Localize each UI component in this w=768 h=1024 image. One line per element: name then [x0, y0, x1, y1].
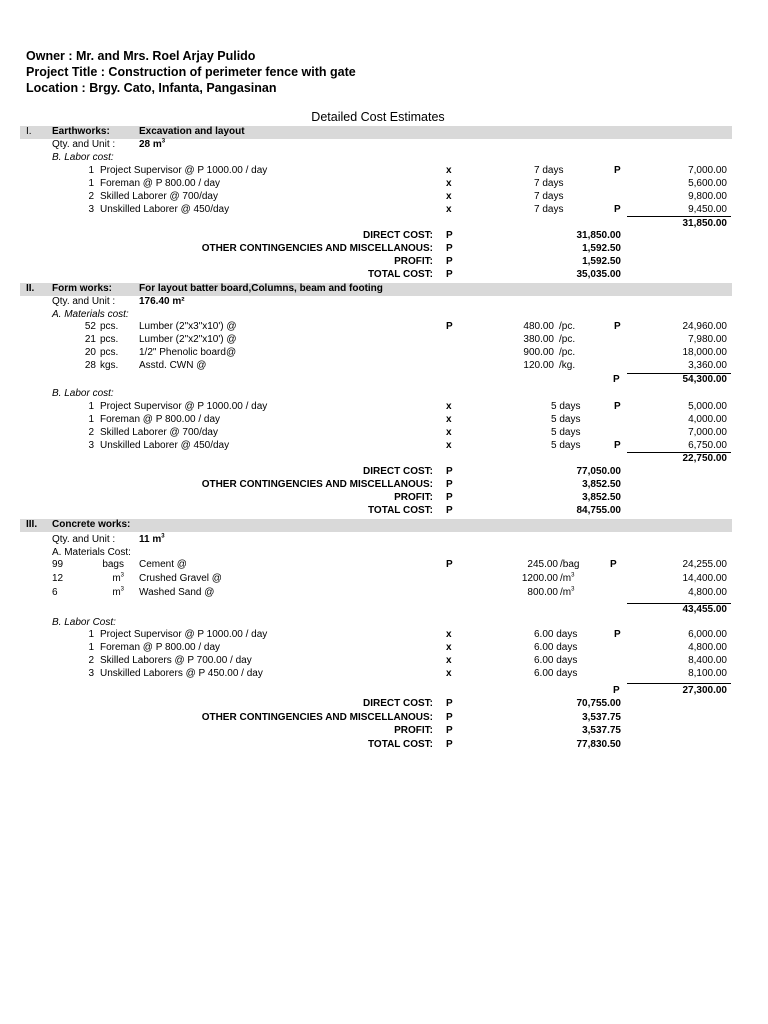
- material-qty: 28: [84, 360, 96, 371]
- material-price-unit: /pc.: [559, 321, 576, 332]
- labor-times-sign: x: [446, 204, 452, 215]
- section-2-name: Form works:: [52, 283, 113, 294]
- labor-amount: 7,000.00: [688, 427, 727, 438]
- material-qty: 12: [52, 573, 64, 584]
- labor-times-sign: x: [446, 642, 452, 653]
- section-3-qty-label: Qty. and Unit :: [52, 534, 116, 545]
- material-unit-price: 900.00: [523, 347, 554, 358]
- section-2-qty-value: 176.40 m²: [139, 296, 185, 307]
- section-1-qty-label: Qty. and Unit :: [52, 139, 116, 150]
- summary-amount: 84,755.00: [576, 505, 621, 516]
- labor-qty: 2: [88, 655, 94, 666]
- summary-label: DIRECT COST:: [363, 698, 433, 709]
- labor-times-sign: x: [446, 629, 452, 640]
- labor-description: Skilled Laborer @ 700/day: [100, 191, 218, 202]
- summary-label: PROFIT:: [394, 256, 433, 267]
- labor-duration: 7 days: [534, 204, 564, 215]
- summary-currency: P: [446, 711, 453, 723]
- summary-amount: 70,755.00: [576, 698, 621, 709]
- labor-amount: 6,000.00: [688, 629, 727, 640]
- section-1-labor-label: B. Labor cost:: [52, 152, 114, 163]
- labor-description: Skilled Laborer @ 700/day: [100, 427, 218, 438]
- labor-duration: 7 days: [534, 165, 564, 176]
- summary-label: PROFIT:: [394, 492, 433, 503]
- section-2-description: For layout batter board,Columns, beam and footing: [139, 283, 383, 294]
- section-1-qty-value: 28 $m^3$: [139, 138, 166, 150]
- material-qty: 52: [84, 321, 96, 332]
- summary-currency: P: [446, 698, 453, 709]
- section-3-labor-subtotal-currency: P: [613, 685, 620, 696]
- material-unit-price: 380.00: [523, 334, 554, 345]
- labor-description: Foreman @ P 800.00 / day: [100, 178, 221, 189]
- labor-duration: 5 days: [551, 401, 581, 412]
- section-2-materials-subtotal: 54,300.00: [682, 374, 727, 385]
- section-2-materials-subtotal-currency: P: [613, 374, 620, 385]
- summary-label: PROFIT:: [394, 725, 433, 736]
- labor-duration: 6.00 days: [534, 668, 578, 679]
- summary-amount: 31,850.00: [576, 230, 621, 241]
- material-amount: 24,960.00: [682, 321, 727, 332]
- material-amount: 18,000.00: [682, 347, 727, 358]
- labor-duration: 6.00 days: [534, 655, 578, 666]
- labor-qty: 1: [88, 642, 94, 653]
- project-title-line: Project Title : Construction of perimeter fence with gate: [26, 65, 356, 79]
- section-3-labor-label: B. Labor Cost:: [52, 617, 116, 628]
- labor-times-sign: x: [446, 655, 452, 666]
- labor-description: Unskilled Laborer @ 450/day: [100, 204, 230, 215]
- labor-qty: 1: [88, 178, 94, 189]
- section-3-qty-value: 11 $m^3$: [139, 533, 165, 545]
- section-1-name: Earthworks:: [52, 126, 110, 137]
- summary-currency: P: [446, 256, 453, 267]
- labor-qty: 2: [88, 191, 94, 202]
- summary-label: OTHER CONTINGENCIES AND MISCELLANOUS:: [201, 711, 433, 723]
- material-amount: 24,255.00: [682, 559, 727, 570]
- section-3-name: Concrete works:: [52, 519, 131, 530]
- summary-label: TOTAL COST:: [368, 505, 433, 516]
- labor-times-sign: x: [446, 440, 452, 451]
- labor-duration: 5 days: [551, 414, 581, 425]
- labor-qty: 1: [88, 165, 94, 176]
- material-unit-price: 1200.00: [521, 573, 558, 584]
- labor-qty: 1: [88, 401, 94, 412]
- material-amount-currency: P: [614, 321, 621, 332]
- labor-times-sign: x: [446, 668, 452, 679]
- labor-amount: 8,400.00: [688, 655, 727, 666]
- material-qty: 6: [52, 587, 58, 598]
- labor-currency: P: [614, 204, 621, 215]
- section-1-labor-subtotal: 31,850.00: [682, 218, 727, 229]
- document-title: Detailed Cost Estimates: [311, 110, 445, 124]
- labor-currency: P: [614, 440, 621, 451]
- labor-amount: 9,800.00: [688, 191, 727, 202]
- labor-amount: 7,000.00: [688, 165, 727, 176]
- material-qty: 21: [84, 334, 96, 345]
- summary-amount: 77,830.50: [576, 738, 621, 750]
- summary-currency: P: [446, 466, 453, 477]
- material-description: Lumber (2"x3"x10') @: [139, 321, 237, 332]
- material-price-unit: /pc.: [559, 347, 576, 358]
- labor-currency: P: [614, 401, 621, 412]
- labor-description: Unskilled Laborer @ 450/day: [100, 440, 230, 451]
- material-currency: P: [446, 559, 453, 570]
- material-unit: kgs.: [100, 360, 119, 371]
- section-2-labor-label: B. Labor cost:: [52, 388, 114, 399]
- section-3-materials-subtotal: 43,455.00: [682, 604, 727, 615]
- summary-label: TOTAL COST:: [368, 269, 433, 280]
- material-price-unit: /kg.: [559, 360, 576, 371]
- summary-currency: P: [446, 492, 453, 503]
- labor-amount: 9,450.00: [688, 204, 727, 215]
- summary-currency: P: [446, 230, 453, 241]
- section-3-materials-label: A. Materials Cost:: [52, 547, 131, 558]
- summary-label: OTHER CONTINGENCIES AND MISCELLANOUS:: [201, 243, 433, 254]
- labor-description: Project Supervisor @ P 1000.00 / day: [100, 629, 268, 640]
- material-description: Crushed Gravel @: [139, 573, 222, 584]
- material-description: Cement @: [139, 559, 187, 570]
- material-price-unit: $/m^3$: [560, 572, 575, 584]
- labor-amount: 8,100.00: [688, 668, 727, 679]
- summary-label: DIRECT COST:: [363, 466, 433, 477]
- material-unit-price: 800.00: [527, 587, 558, 598]
- material-unit: bags: [102, 559, 124, 570]
- material-unit: pcs.: [100, 321, 119, 332]
- labor-amount: 5,600.00: [688, 178, 727, 189]
- labor-description: Unskilled Laborers @ P 450.00 / day: [100, 668, 263, 679]
- labor-description: Project Supervisor @ P 1000.00 / day: [100, 401, 268, 412]
- section-3-labor-subtotal: 27,300.00: [682, 685, 727, 696]
- material-unit-price: 120.00: [523, 360, 554, 371]
- summary-currency: P: [446, 505, 453, 516]
- labor-amount: 4,000.00: [688, 414, 727, 425]
- section-1-header-band: [20, 126, 732, 139]
- summary-amount: 3,537.75: [582, 711, 621, 723]
- material-amount: 14,400.00: [682, 573, 727, 584]
- summary-label: TOTAL COST:: [368, 738, 433, 750]
- material-amount: 4,800.00: [688, 587, 727, 598]
- section-1-labor-subtotal-rule: [627, 216, 731, 217]
- labor-duration: 5 days: [551, 427, 581, 438]
- labor-description: Foreman @ P 800.00 / day: [100, 414, 221, 425]
- labor-currency: P: [614, 629, 621, 640]
- section-1-numeral: I.: [26, 126, 32, 137]
- labor-amount: 5,000.00: [688, 401, 727, 412]
- owner-line: Owner : Mr. and Mrs. Roel Arjay Pulido: [26, 49, 256, 63]
- material-description: 1/2" Phenolic board@: [139, 347, 237, 358]
- section-3-labor-subtotal-rule: [627, 683, 731, 684]
- material-unit-price: 245.00: [527, 559, 558, 570]
- summary-amount: 3,852.50: [582, 479, 621, 490]
- labor-qty: 3: [88, 668, 94, 679]
- material-unit: pcs.: [100, 334, 119, 345]
- section-2-labor-subtotal: 22,750.00: [682, 453, 727, 464]
- labor-amount: 6,750.00: [688, 440, 727, 451]
- section-2-qty-label: Qty. and Unit :: [52, 296, 116, 307]
- labor-currency: P: [614, 165, 621, 176]
- summary-currency: P: [446, 725, 453, 736]
- labor-times-sign: x: [446, 427, 452, 438]
- labor-duration: 5 days: [551, 440, 581, 451]
- labor-description: Foreman @ P 800.00 / day: [100, 642, 221, 653]
- project-header: [26, 48, 356, 96]
- summary-amount: 3,537.75: [582, 725, 621, 736]
- material-price-unit: $/m^3$: [560, 586, 575, 598]
- summary-currency: P: [446, 243, 453, 254]
- summary-amount: 3,852.50: [582, 492, 621, 503]
- labor-amount: 4,800.00: [688, 642, 727, 653]
- material-description: Lumber (2"x2"x10') @: [139, 334, 237, 345]
- labor-duration: 7 days: [534, 191, 564, 202]
- summary-amount: 35,035.00: [576, 269, 621, 280]
- material-qty: 20: [84, 347, 96, 358]
- section-3-numeral: III.: [26, 519, 38, 530]
- labor-qty: 2: [88, 427, 94, 438]
- labor-times-sign: x: [446, 191, 452, 202]
- labor-qty: 1: [88, 414, 94, 425]
- labor-description: Project Supervisor @ P 1000.00 / day: [100, 165, 268, 176]
- labor-times-sign: x: [446, 178, 452, 189]
- summary-amount: 1,592.50: [582, 256, 621, 267]
- summary-label: OTHER CONTINGENCIES AND MISCELLANOUS:: [201, 479, 433, 490]
- location-line: Location : Brgy. Cato, Infanta, Pangasinan: [26, 81, 277, 95]
- section-1-description: Excavation and layout: [139, 126, 245, 137]
- labor-times-sign: x: [446, 414, 452, 425]
- summary-currency: P: [446, 738, 453, 750]
- material-unit-price: 480.00: [523, 321, 554, 332]
- material-price-unit: /bag: [560, 559, 580, 570]
- labor-duration: 6.00 days: [534, 629, 578, 640]
- material-amount: 3,360.00: [688, 360, 727, 371]
- labor-description: Skilled Laborers @ P 700.00 / day: [100, 655, 252, 666]
- labor-qty: 3: [88, 440, 94, 451]
- labor-times-sign: x: [446, 165, 452, 176]
- labor-duration: 6.00 days: [534, 642, 578, 653]
- summary-currency: P: [446, 479, 453, 490]
- material-description: Washed Sand @: [139, 587, 215, 598]
- labor-duration: 7 days: [534, 178, 564, 189]
- section-2-materials-label: A. Materials cost:: [52, 309, 129, 320]
- material-unit: $m^3$: [112, 572, 124, 584]
- summary-label: DIRECT COST:: [363, 230, 433, 241]
- summary-currency: P: [446, 269, 453, 280]
- material-currency: P: [446, 321, 453, 332]
- material-amount-currency: P: [610, 559, 617, 570]
- labor-times-sign: x: [446, 401, 452, 412]
- summary-amount: 77,050.00: [576, 466, 621, 477]
- material-amount: 7,980.00: [688, 334, 727, 345]
- summary-amount: 1,592.50: [582, 243, 621, 254]
- material-unit: $m^3$: [112, 586, 124, 598]
- labor-qty: 1: [88, 629, 94, 640]
- material-description: Asstd. CWN @: [139, 360, 207, 371]
- section-2-numeral: II.: [26, 283, 35, 294]
- labor-qty: 3: [88, 204, 94, 215]
- material-qty: 99: [52, 559, 64, 570]
- material-price-unit: /pc.: [559, 334, 576, 345]
- material-unit: pcs.: [100, 347, 119, 358]
